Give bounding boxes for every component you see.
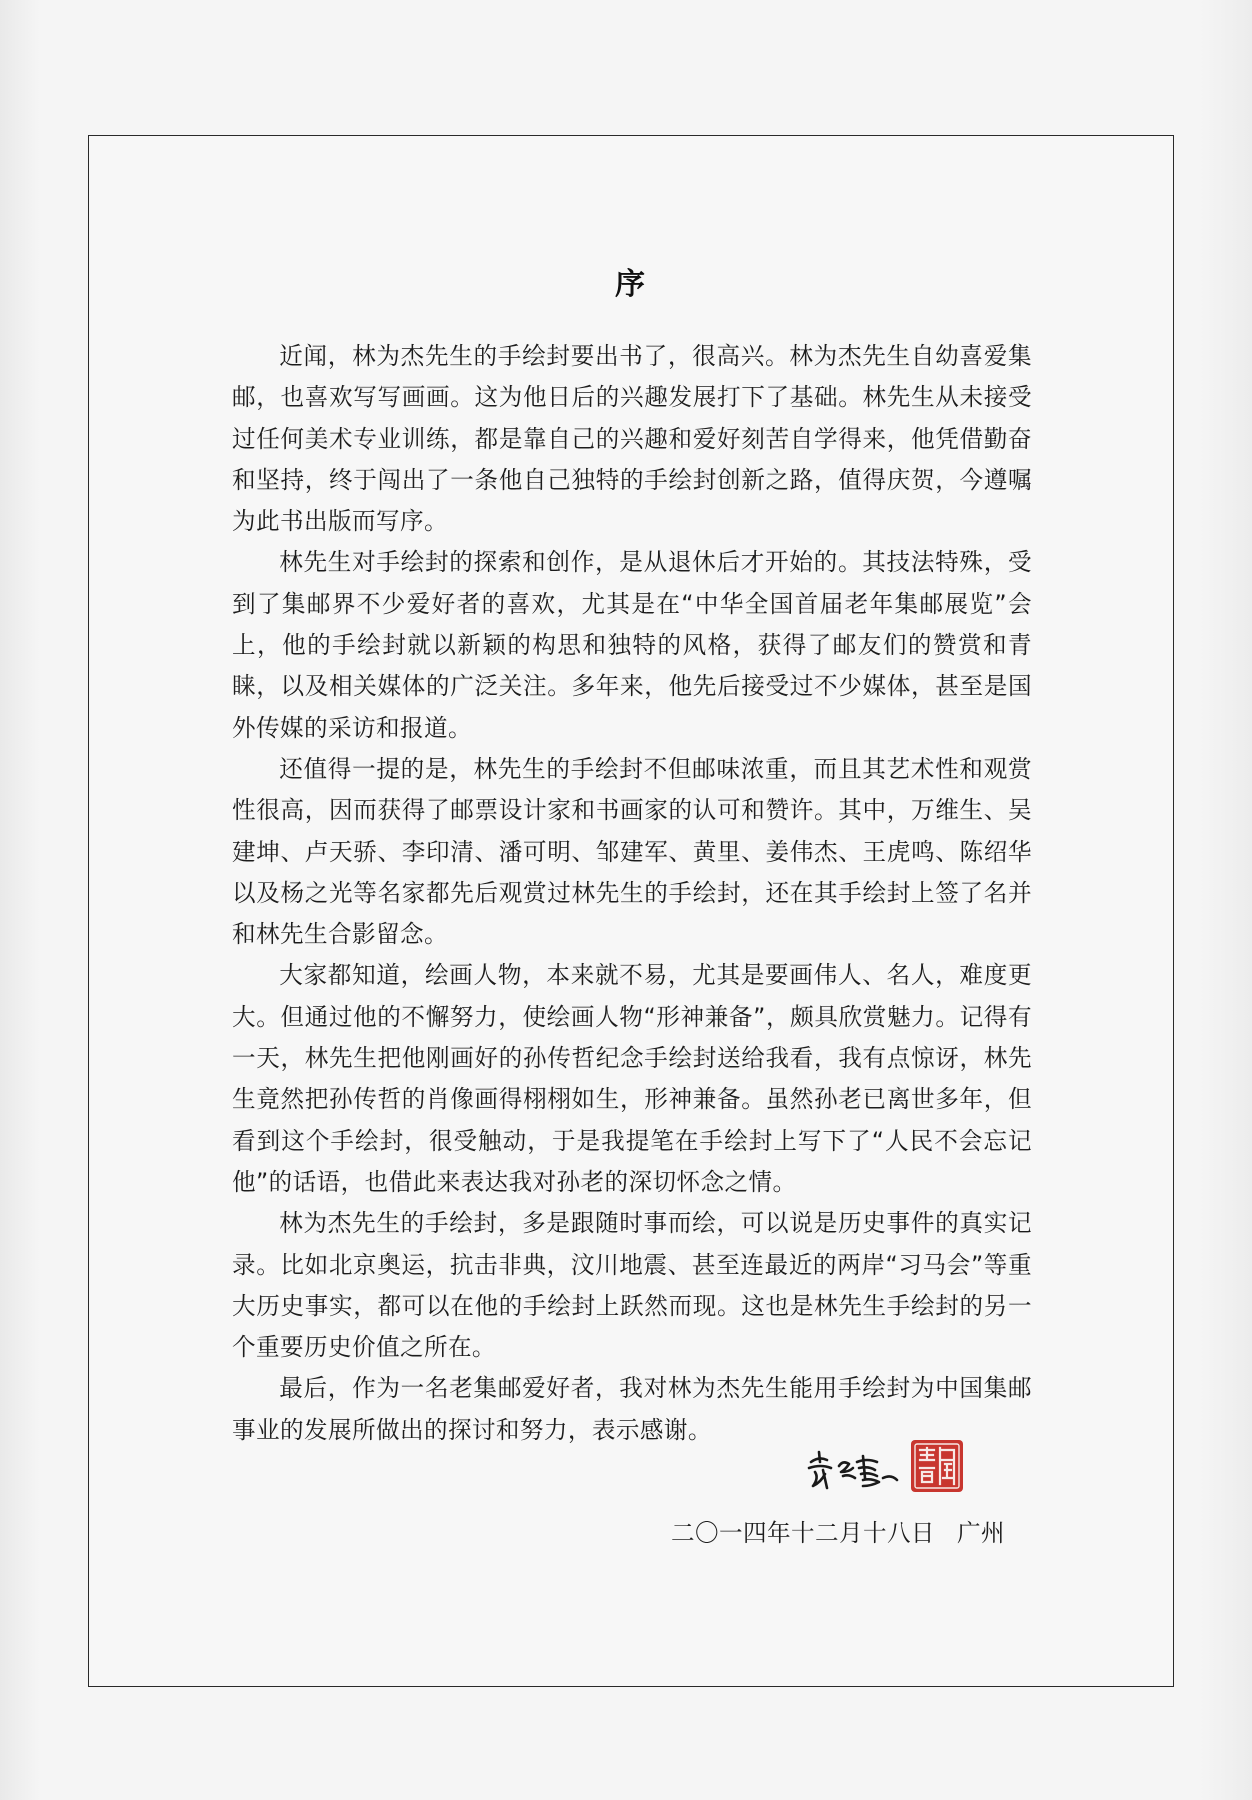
signature-block [805, 1438, 1065, 1504]
paragraph-4: 大家都知道，绘画人物，本来就不易，尤其是要画伟人、名人，难度更大。但通过他的不懈努力，使绘画人物“形神兼备”，颇具欣赏魅力。记得有一天，林先生把他刚画好的孙传哲纪念手绘封送给我看，我有点惊讶，林先生竟然把孙传哲的肖像画得栩栩如生，形神兼备。虽然孙老已离世多年，但看到这个手绘封，很受触动，于是我提笔在手绘封上写下了“人民不会忘记他”的话语，也借此来表达我对孙老的深切怀念之情。 [232, 961, 1032, 1196]
paragraph-1: 近闻，林为杰先生的手绘封要出书了，很高兴。林为杰先生自幼喜爱集邮，也喜欢写写画画。这为他日后的兴趣发展打下了基础。林先生从未接受过任何美术专业训练，都是靠自己的兴趣和爱好刻苦自学得来，他凭借勤奋和坚持，终于闯出了一条他自己独特的手绘封创新之路，值得庆贺，今遵嘱为此书出版而写序。 [232, 342, 1032, 536]
document-frame [88, 135, 1174, 1687]
red-seal-stamp [909, 1438, 965, 1494]
handwritten-signature [805, 1448, 901, 1492]
place-text: 广州 [956, 1519, 1005, 1547]
date-text: 二〇一四年十二月十八日 [671, 1519, 935, 1547]
date-location-line [671, 1514, 1091, 1548]
paragraph-5: 林为杰先生的手绘封，多是跟随时事而绘，可以说是历史事件的真实记录。比如北京奥运，抗击非典，汶川地震、甚至连最近的两岸“习马会”等重大历史事实，都可以在他的手绘封上跃然而现。这也是林先生手绘封的另一个重要历史价值之所在。 [232, 1209, 1032, 1362]
paragraph-2: 林先生对手绘封的探索和创作，是从退休后才开始的。其技法特殊，受到了集邮界不少爱好者的喜欢，尤其是在“中华全国首届老年集邮展览”会上，他的手绘封就以新颖的构思和独特的风格，获得了邮友们的赞赏和青睐，以及相关媒体的广泛关注。多年来，他先后接受过不少媒体，甚至是国外传媒的采访和报道。 [232, 548, 1032, 742]
page-title: 序 [615, 267, 647, 302]
paragraph-3: 还值得一提的是，林先生的手绘封不但邮味浓重，而且其艺术性和观赏性很高，因而获得了邮票设计家和书画家的认可和赞许。其中，万维生、吴建坤、卢天骄、李印清、潘可明、邹建军、黄里、姜伟杰、王虎鸣、陈绍华以及杨之光等名家都先后观赏过林先生的手绘封，还在其手绘封上签了名并和林先生合影留念。 [232, 754, 1032, 949]
preface-body [232, 336, 1032, 1451]
paragraph-6: 最后，作为一名老集邮爱好者，我对林为杰先生能用手绘封为中国集邮事业的发展所做出的探讨和努力，表示感谢。 [232, 1374, 1032, 1444]
